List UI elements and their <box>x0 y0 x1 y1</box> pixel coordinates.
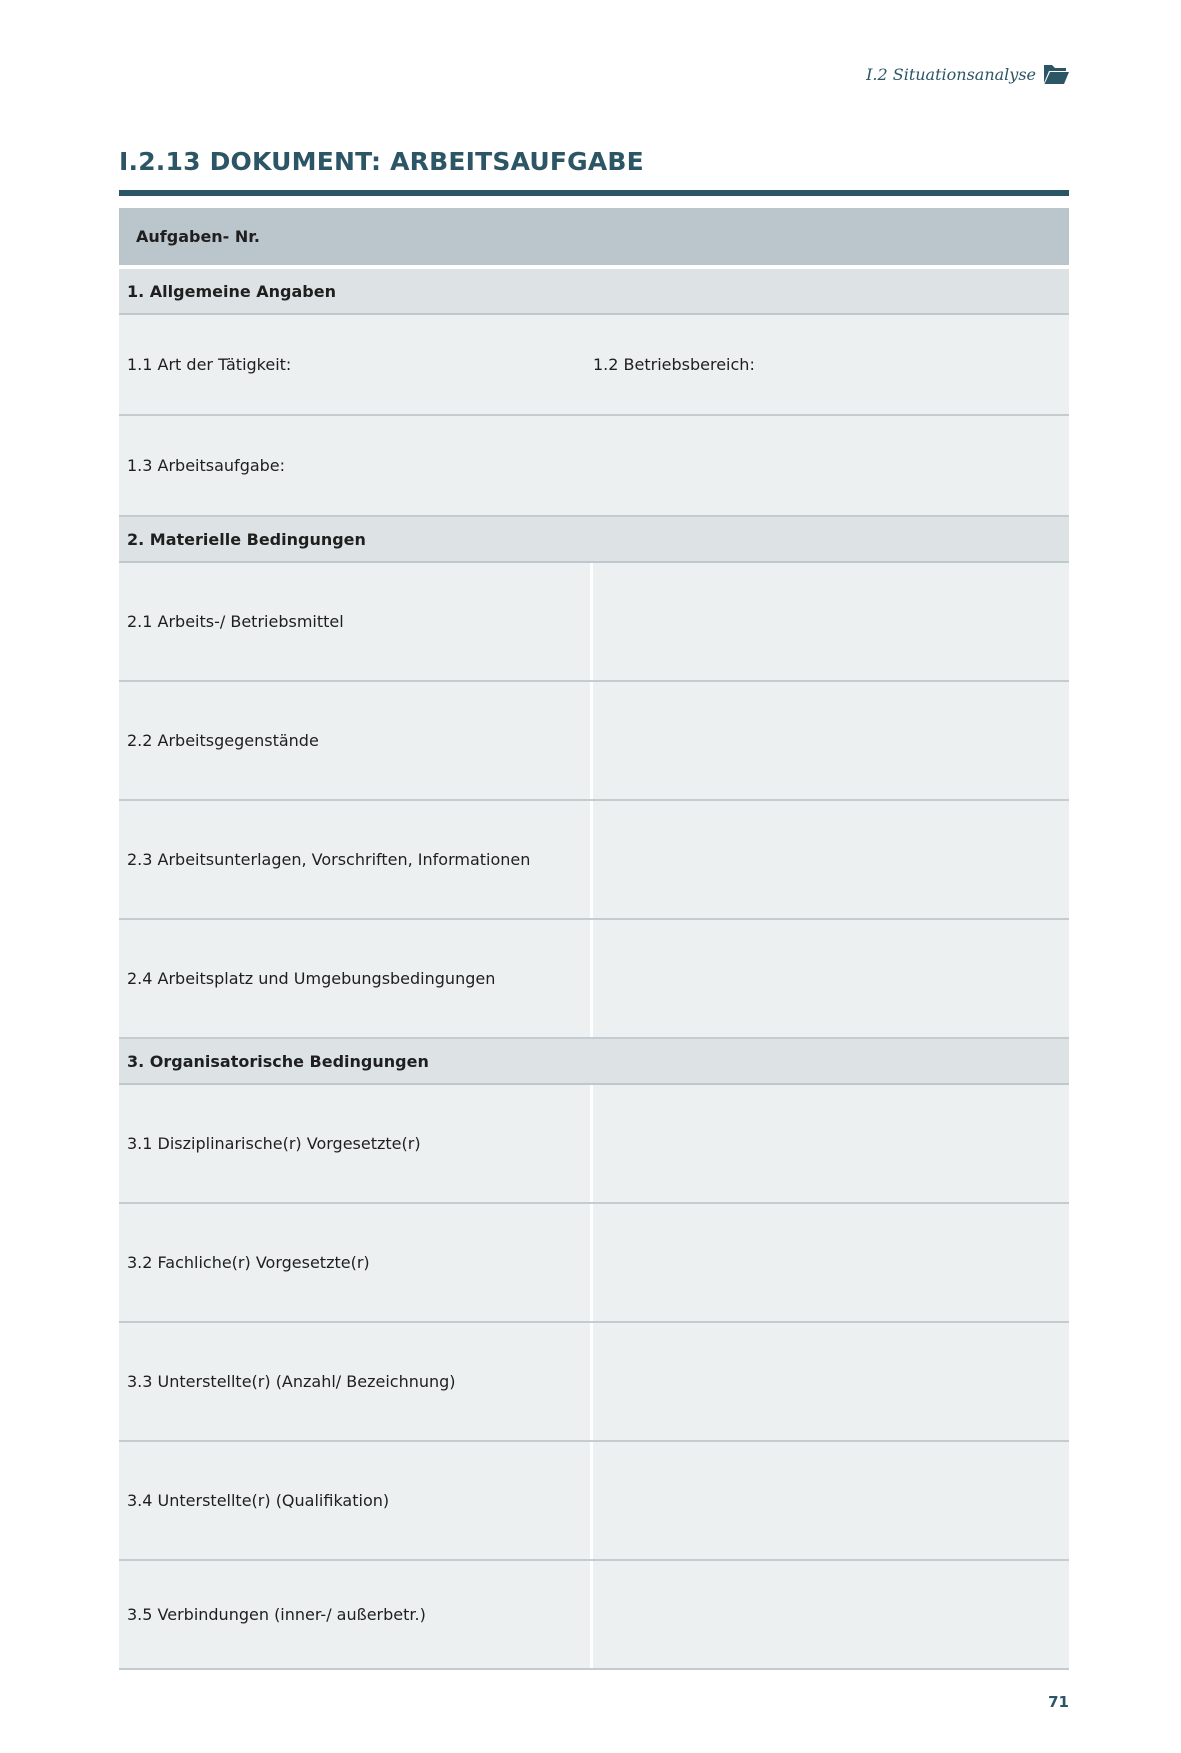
folder-open-icon <box>1042 62 1070 86</box>
field-label: 1.3 Arbeitsaufgabe: <box>127 455 286 475</box>
field-label-cell <box>119 1085 593 1202</box>
field-row-3-4 <box>119 1442 1069 1561</box>
field-label-cell <box>119 1204 593 1321</box>
field-label: 2.4 Arbeitsplatz und Umgebungsbedingungen <box>127 968 496 988</box>
field-label-cell <box>119 1442 593 1559</box>
field-label: 2.2 Arbeitsgegenstände <box>127 730 319 750</box>
page-number: 71 <box>1048 1693 1069 1711</box>
field-label: 1.2 Betriebsbereich: <box>593 354 755 374</box>
field-input-cell[interactable] <box>593 1442 1069 1559</box>
field-label-cell <box>119 920 593 1037</box>
field-input-cell[interactable] <box>593 682 1069 799</box>
field-input-cell[interactable] <box>593 1085 1069 1202</box>
work-task-field[interactable] <box>119 416 1069 515</box>
task-number-label: Aufgaben- Nr. <box>136 227 260 246</box>
activity-type-field[interactable] <box>119 315 593 414</box>
field-row-3-3 <box>119 1323 1069 1442</box>
field-row-1-3[interactable] <box>119 416 1069 517</box>
field-input-cell[interactable] <box>593 920 1069 1037</box>
field-label-cell <box>119 1323 593 1440</box>
section-organisational-header <box>119 1039 1069 1085</box>
field-row-2-2 <box>119 682 1069 801</box>
field-label-cell <box>119 563 593 680</box>
field-input-cell[interactable] <box>593 801 1069 918</box>
field-label-cell <box>119 801 593 918</box>
field-row-2-3 <box>119 801 1069 920</box>
field-label: 3.3 Unterstellte(r) (Anzahl/ Bezeichnung) <box>127 1371 456 1391</box>
field-input-cell[interactable] <box>593 1323 1069 1440</box>
section-general-header <box>119 269 1069 315</box>
field-row-3-1 <box>119 1085 1069 1204</box>
field-row-3-5 <box>119 1561 1069 1670</box>
field-label: 3.5 Verbindungen (inner-/ außerbetr.) <box>127 1604 426 1624</box>
field-input-cell[interactable] <box>593 563 1069 680</box>
section-title: 3. Organisatorische Bedingungen <box>127 1051 429 1071</box>
field-row-2-1 <box>119 563 1069 682</box>
field-label: 3.4 Unterstellte(r) (Qualifikation) <box>127 1490 390 1510</box>
field-input-cell[interactable] <box>593 1561 1069 1668</box>
field-label: 1.1 Art der Tätigkeit: <box>127 354 292 374</box>
field-row-2-4 <box>119 920 1069 1039</box>
field-label: 3.1 Disziplinarische(r) Vorgesetzte(r) <box>127 1133 421 1153</box>
section-title: 1. Allgemeine Angaben <box>127 281 336 301</box>
field-label: 2.1 Arbeits-/ Betriebsmittel <box>127 611 344 631</box>
field-row-3-2 <box>119 1204 1069 1323</box>
task-form <box>119 208 1069 1670</box>
section-material-header <box>119 517 1069 563</box>
section-title: 2. Materielle Bedingungen <box>127 529 366 549</box>
document-title: I.2.13 DOKUMENT: ARBEITSAUFGABE <box>119 147 644 176</box>
field-row-1-1[interactable] <box>119 315 1069 416</box>
field-label: 3.2 Fachliche(r) Vorgesetzte(r) <box>127 1252 370 1272</box>
field-label-cell <box>119 682 593 799</box>
field-label: 2.3 Arbeitsunterlagen, Vorschriften, Informationen <box>127 849 531 869</box>
running-header <box>866 62 1070 86</box>
task-number-row[interactable] <box>119 208 1069 265</box>
field-input-cell[interactable] <box>593 1204 1069 1321</box>
field-label-cell <box>119 1561 593 1668</box>
operating-area-field[interactable] <box>593 315 1069 414</box>
title-divider <box>119 190 1069 196</box>
running-header-title: I.2 Situationsanalyse <box>866 64 1036 84</box>
